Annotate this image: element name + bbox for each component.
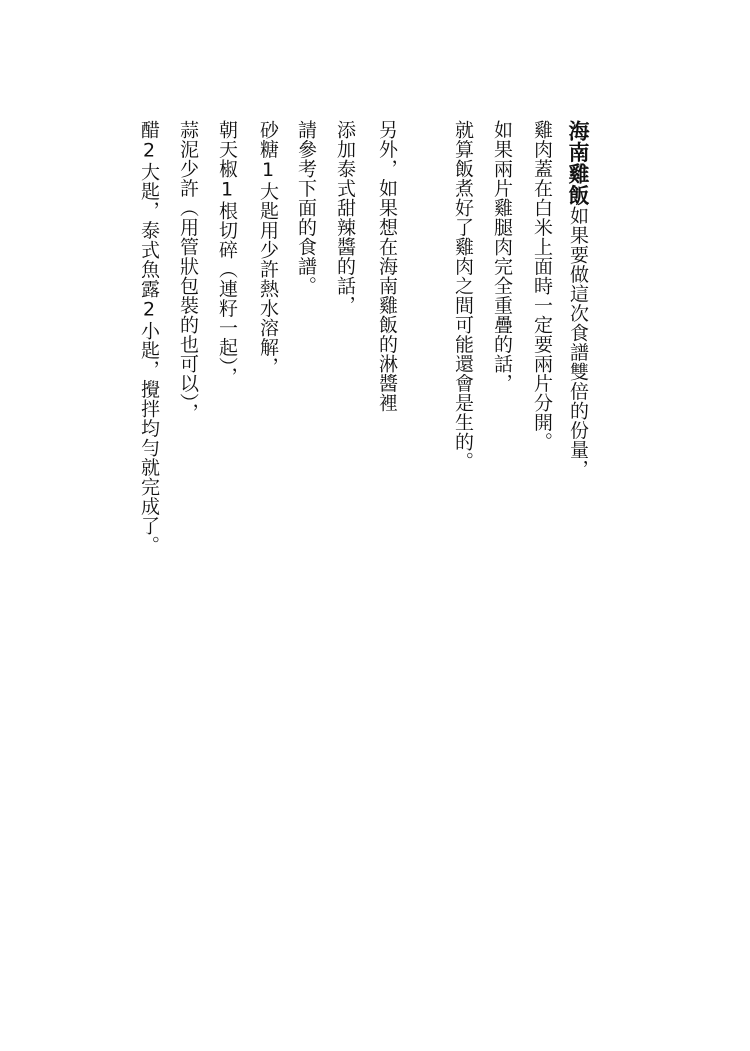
text-column-4: 就算飯煮好了雞肉之間可能還會是生的。 bbox=[452, 120, 474, 471]
text-column-9: 朝天椒1根切碎（連籽一起）， bbox=[216, 120, 238, 387]
text-column-8: 砂糖1大匙用少許熱水溶解， bbox=[257, 120, 279, 377]
text-column-1 bbox=[566, 120, 590, 479]
text-column-5: 另外，如果想在海南雞飯的淋醬裡 bbox=[376, 120, 398, 413]
text-column-11: 醋2大匙，泰式魚露2小匙，攪拌均勻就完成了。 bbox=[138, 120, 160, 555]
text-column-10: 蒜泥少許（用管狀包裝的也可以）， bbox=[177, 120, 199, 423]
text-column-6: 添加泰式甜辣醬的話， bbox=[334, 120, 356, 315]
text-column-2: 雞肉蓋在白米上面時一定要兩片分開。 bbox=[531, 120, 553, 452]
text-column-3: 如果兩片雞腿肉完全重疊的話， bbox=[491, 120, 513, 393]
dish-name-heading: 海南雞飯 bbox=[566, 120, 590, 206]
text-column-7: 請參考下面的食譜。 bbox=[295, 120, 317, 296]
line1-text: 如果要做這次食譜雙倍的份量， bbox=[567, 206, 589, 479]
